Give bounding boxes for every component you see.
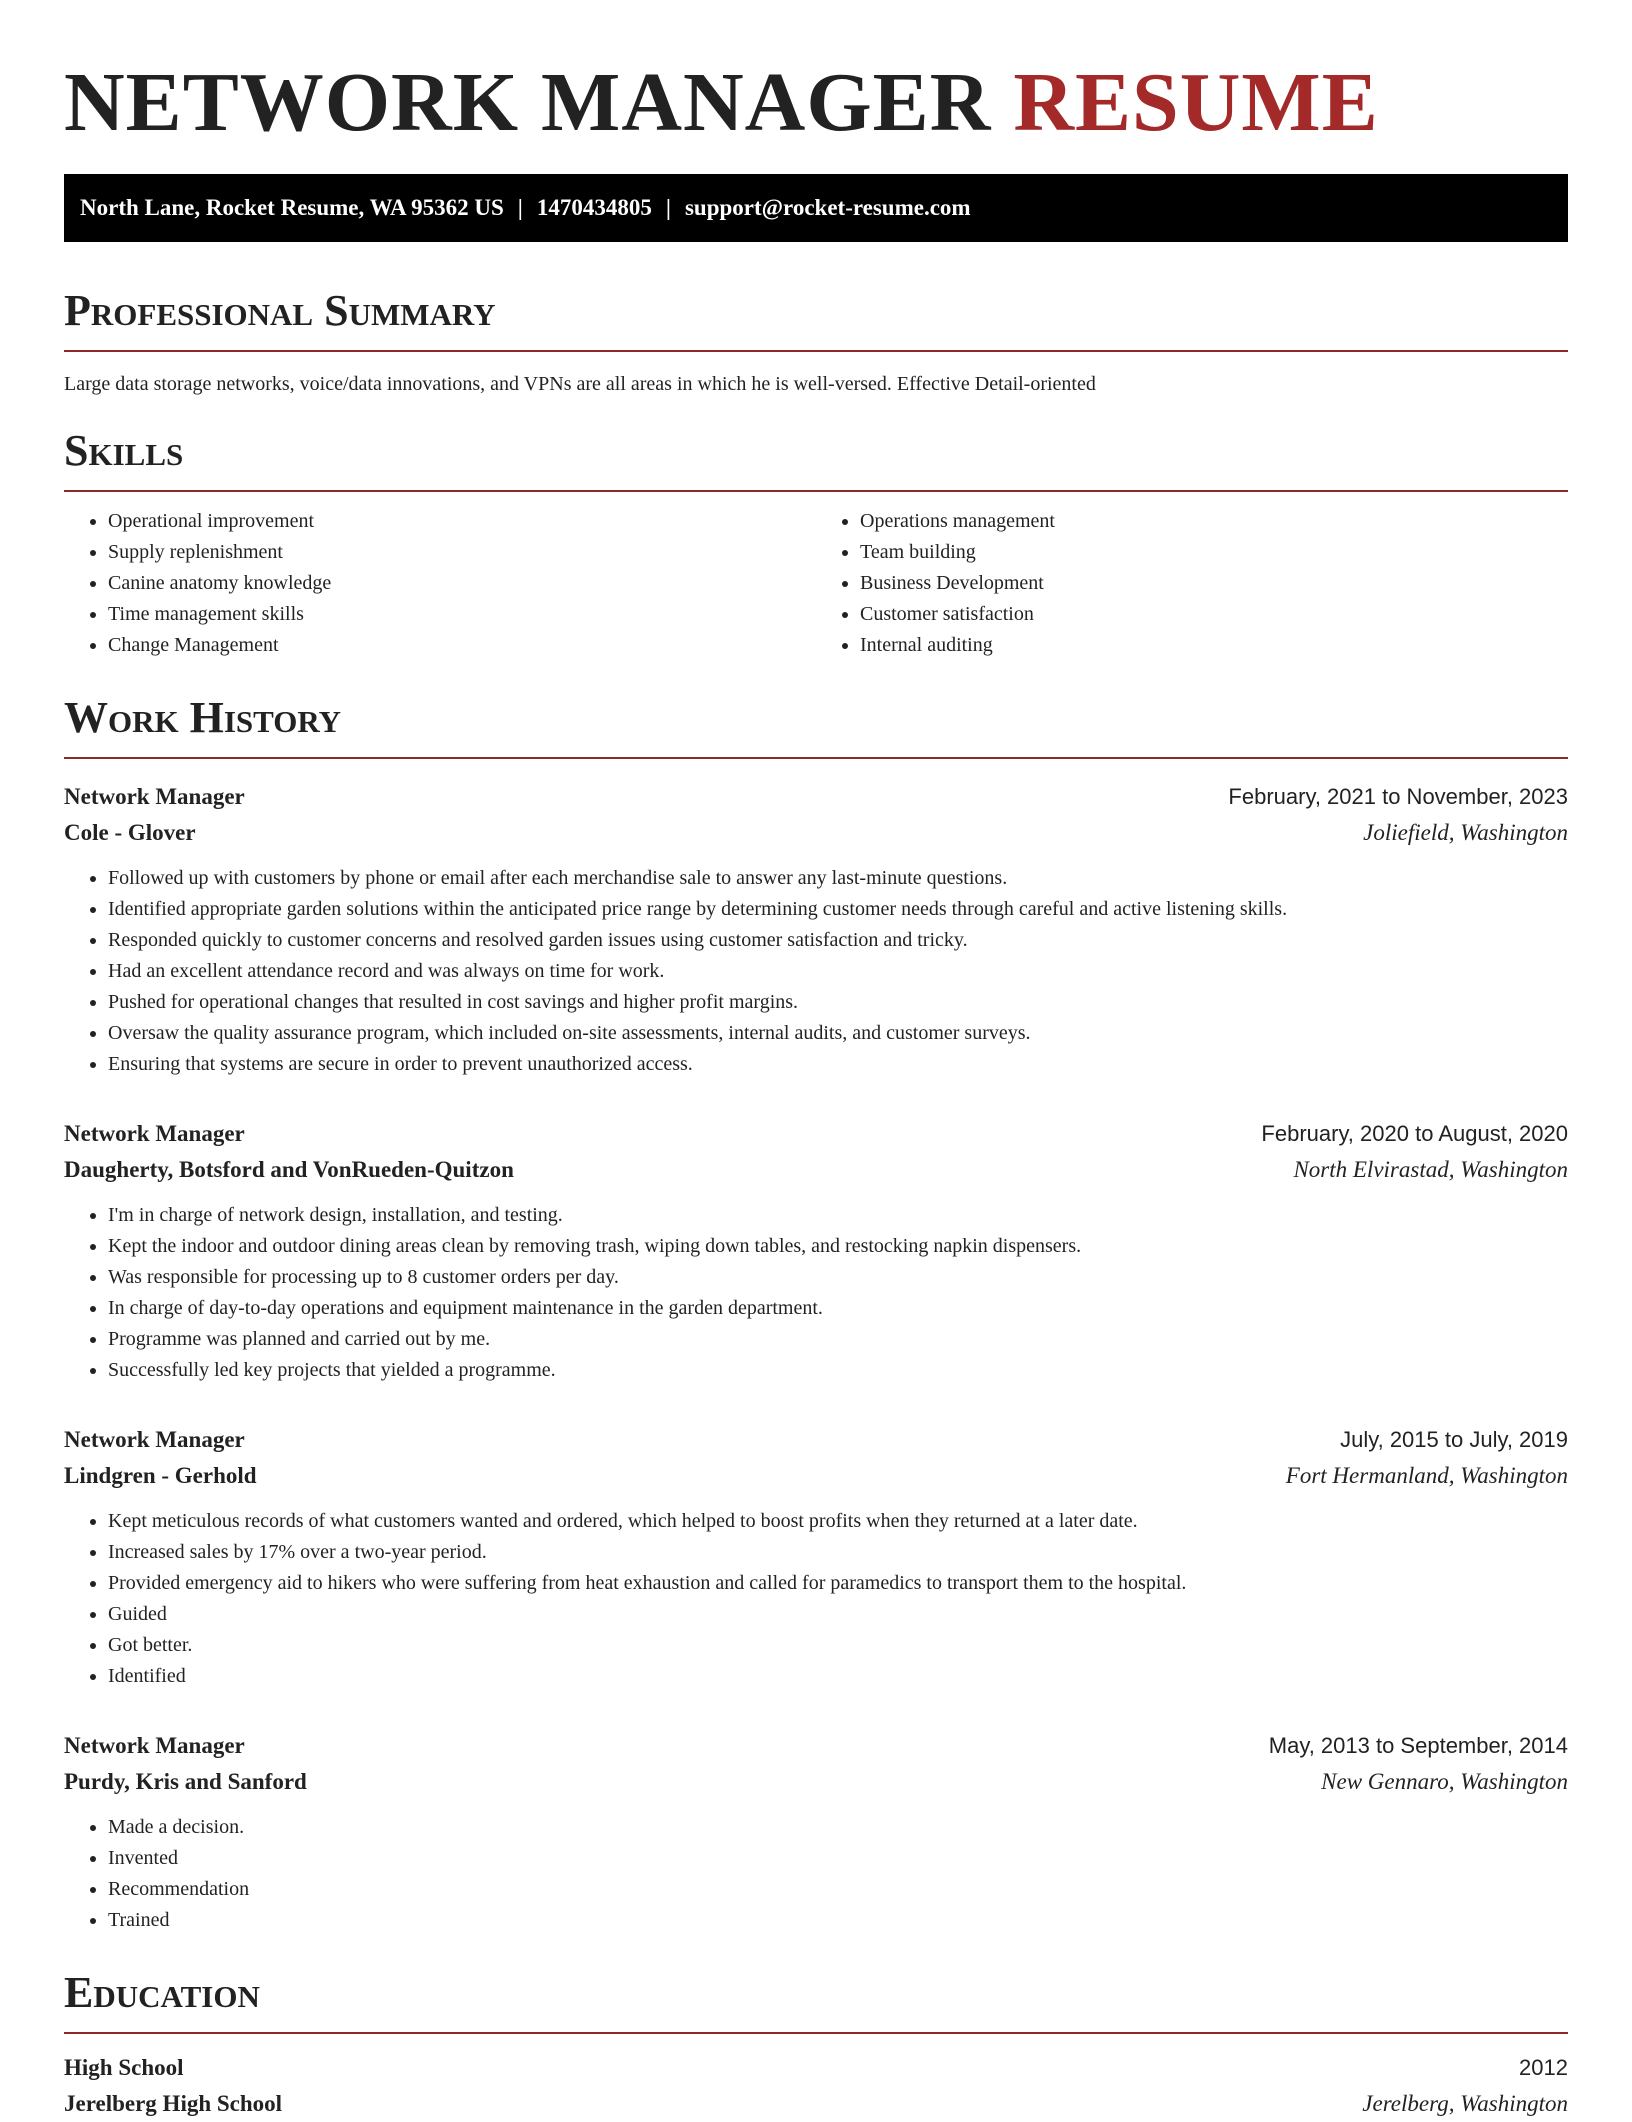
skill-item: • Internal auditing	[860, 630, 1568, 661]
job-dates: February, 2021 to November, 2023	[1228, 784, 1568, 809]
job-duty: • Oversaw the quality assurance program, which included on-site assessments, internal audits, and customer surveys.	[108, 1018, 1568, 1049]
job-entry	[64, 1728, 1568, 1936]
skills-grid	[64, 506, 1568, 661]
job-company-row	[64, 1458, 1568, 1494]
job-dates: February, 2020 to August, 2020	[1261, 1121, 1568, 1146]
job-duty: • Provided emergency aid to hikers who were suffering from heat exhaustion and called for paramedics to transport them to the hospital.	[108, 1568, 1568, 1599]
education-location: Jerelberg, Washington	[1362, 2091, 1568, 2116]
job-company: Daugherty, Botsford and VonRueden-Quitzon	[64, 1157, 514, 1182]
contact-bar	[64, 174, 1568, 242]
job-duty: • Responded quickly to customer concerns and resolved garden issues using customer satisfaction and tricky.	[108, 925, 1568, 956]
job-duty: • Had an excellent attendance record and was always on time for work.	[108, 956, 1568, 987]
job-duty: • Kept the indoor and outdoor dining areas clean by removing trash, wiping down tables, and restocking napkin dispensers.	[108, 1231, 1568, 1262]
job-company-row	[64, 815, 1568, 851]
job-company: Purdy, Kris and Sanford	[64, 1769, 307, 1794]
job-duty: • Got better.	[108, 1630, 1568, 1661]
skill-item: • Team building	[860, 537, 1568, 568]
skills-heading: Skills	[64, 426, 184, 475]
skill-item: • Supply replenishment	[108, 537, 816, 568]
job-title: Network Manager	[64, 1427, 245, 1452]
job-dates: July, 2015 to July, 2019	[1340, 1427, 1568, 1452]
section-divider	[64, 350, 1568, 352]
education-degree: High School	[64, 2055, 184, 2080]
job-header-row	[64, 1116, 1568, 1152]
education-year: 2012	[1519, 2055, 1568, 2080]
job-duty: • Identified appropriate garden solutions within the anticipated price range by determining customer needs through careful and active listening skills.	[108, 894, 1568, 925]
section-divider	[64, 757, 1568, 759]
job-title: Network Manager	[64, 784, 245, 809]
job-duty: • Successfully led key projects that yielded a programme.	[108, 1355, 1568, 1386]
job-duty: • In charge of day-to-day operations and equipment maintenance in the garden department.	[108, 1293, 1568, 1324]
skill-item: • Customer satisfaction	[860, 599, 1568, 630]
job-location: Joliefield, Washington	[1363, 820, 1568, 845]
job-header-row	[64, 1728, 1568, 1764]
skill-item: • Business Development	[860, 568, 1568, 599]
contact-address: North Lane, Rocket Resume, WA 95362 US	[80, 195, 504, 220]
education-school: Jerelberg High School	[64, 2091, 283, 2116]
job-duty: • Pushed for operational changes that resulted in cost savings and higher profit margins.	[108, 987, 1568, 1018]
skills-list-left	[64, 506, 816, 661]
job-duty: • Ensuring that systems are secure in order to prevent unauthorized access.	[108, 1049, 1568, 1080]
education-heading: Education	[64, 1968, 260, 2017]
work-history-heading: Work History	[64, 693, 342, 742]
page-title	[64, 56, 1568, 149]
job-duty: • I'm in charge of network design, installation, and testing.	[108, 1200, 1568, 1231]
education-header-row	[64, 2050, 1568, 2086]
job-duty: • Kept meticulous records of what customers wanted and ordered, which helped to boost profits when they returned at a later date.	[108, 1506, 1568, 1537]
skill-item: • Operational improvement	[108, 506, 816, 537]
job-duties-list	[64, 1506, 1568, 1692]
job-entry	[64, 1116, 1568, 1386]
job-company-row	[64, 1764, 1568, 1800]
job-company: Cole - Glover	[64, 820, 196, 845]
job-duty: • Increased sales by 17% over a two-year period.	[108, 1537, 1568, 1568]
contact-phone: 1470434805	[536, 195, 652, 220]
job-header-row	[64, 779, 1568, 815]
job-duty: • Guided	[108, 1599, 1568, 1630]
skills-list-right	[816, 506, 1568, 661]
job-entry	[64, 1422, 1568, 1692]
summary-text: Large data storage networks, voice/data innovations, and VPNs are all areas in which he is well-versed. Effective Detail-oriented	[64, 373, 1096, 395]
job-duty: • Recommendation	[108, 1874, 1568, 1905]
job-duty: • Followed up with customers by phone or email after each merchandise sale to answer any last-minute questions.	[108, 863, 1568, 894]
job-location: Fort Hermanland, Washington	[1285, 1463, 1568, 1488]
title-main: NETWORK MANAGER	[64, 56, 992, 149]
skill-item: • Operations management	[860, 506, 1568, 537]
contact-email: support@rocket-resume.com	[684, 195, 971, 220]
summary-heading: Professional Summary	[64, 286, 496, 335]
section-divider	[64, 2032, 1568, 2034]
job-duties-list	[64, 1812, 1568, 1936]
skill-item: • Change Management	[108, 630, 816, 661]
section-divider	[64, 490, 1568, 492]
job-header-row	[64, 1422, 1568, 1458]
job-company-row	[64, 1152, 1568, 1188]
job-entry	[64, 779, 1568, 1080]
job-dates: May, 2013 to September, 2014	[1268, 1733, 1568, 1758]
job-title: Network Manager	[64, 1733, 245, 1758]
job-duty: • Was responsible for processing up to 8 customer orders per day.	[108, 1262, 1568, 1293]
skill-item: • Time management skills	[108, 599, 816, 630]
job-title: Network Manager	[64, 1121, 245, 1146]
title-accent: RESUME	[1013, 56, 1379, 149]
job-duties-list	[64, 1200, 1568, 1386]
education-school-row	[64, 2086, 1568, 2122]
job-duty: • Identified	[108, 1661, 1568, 1692]
job-location: North Elvirastad, Washington	[1293, 1157, 1568, 1182]
job-duty: • Trained	[108, 1905, 1568, 1936]
skill-item: • Canine anatomy knowledge	[108, 568, 816, 599]
job-location: New Gennaro, Washington	[1321, 1769, 1568, 1794]
job-company: Lindgren - Gerhold	[64, 1463, 257, 1488]
contact-separator: |	[517, 195, 523, 220]
education-entry	[64, 2050, 1568, 2122]
job-duty: • Programme was planned and carried out by me.	[108, 1324, 1568, 1355]
job-duty: • Made a decision.	[108, 1812, 1568, 1843]
job-duties-list	[64, 863, 1568, 1080]
contact-separator: |	[665, 195, 671, 220]
job-duty: • Invented	[108, 1843, 1568, 1874]
